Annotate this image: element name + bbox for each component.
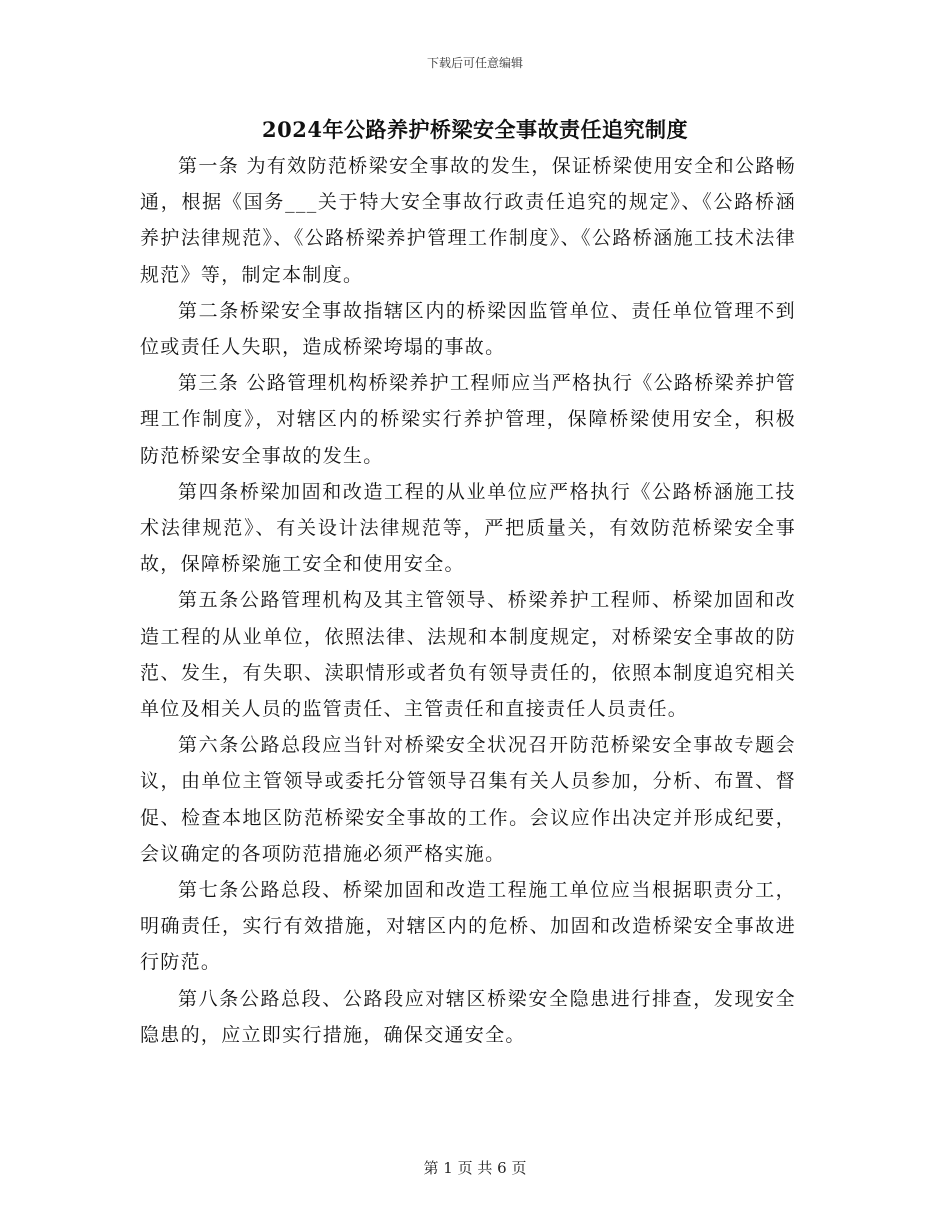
document-title: 2024年公路养护桥梁安全事故责任追究制度 bbox=[262, 117, 688, 142]
paragraph-article-6: 第六条公路总段应当针对桥梁安全状况召开防范桥梁安全事故专题会议，由单位主管领导或委托分管领导召集有关人员参加，分析、布置、督促、检查本地区防范桥梁安全事故的工作。会议应作出决定并形成纪要，会议确定的各项防范措施必须严格实施。 bbox=[140, 734, 796, 865]
paragraph-article-2: 第二条桥梁安全事故指辖区内的桥梁因监管单位、责任单位管理不到位或责任人失职，造成桥梁垮塌的事故。 bbox=[140, 299, 796, 359]
paragraph-article-7: 第七条公路总段、桥梁加固和改造工程施工单位应当根据职责分工，明确责任，实行有效措施，对辖区内的危桥、加固和改造桥梁安全事故进行防范。 bbox=[140, 879, 796, 974]
header-note: 下载后可任意编辑 bbox=[426, 56, 523, 70]
paragraph-article-4: 第四条桥梁加固和改造工程的从业单位应严格执行《公路桥涵施工技术法律规范》、有关设计法律规范等，严把质量关，有效防范桥梁安全事故，保障桥梁施工安全和使用安全。 bbox=[140, 480, 796, 576]
document-body bbox=[140, 148, 796, 1053]
paragraph-article-5: 第五条公路管理机构及其主管领导、桥梁养护工程师、桥梁加固和改造工程的从业单位，依照法律、法规和本制度规定，对桥梁安全事故的防范、发生，有失职、渎职情形或者负有领导责任的，依照本制度追究相关单位及相关人员的监管责任、主管责任和直接责任人员责任。 bbox=[140, 589, 796, 721]
paragraph-article-8: 第八条公路总段、公路段应对辖区桥梁安全隐患进行排查，发现安全隐患的，应立即实行措施，确保交通安全。 bbox=[140, 987, 796, 1046]
page-footer: 第 1 页 共 6 页 bbox=[423, 1159, 527, 1177]
paragraph-article-1: 第一条 为有效防范桥梁安全事故的发生，保证桥梁使用安全和公路畅通，根据《国务___关于特大安全事故行政责任追究的规定》、《公路桥涵养护法律规范》、《公路桥梁养护管理工作制度》、《公路桥涵施工技术法律规范》等，制定本制度。 bbox=[140, 155, 796, 286]
paragraph-article-3: 第三条 公路管理机构桥梁养护工程师应当严格执行《公路桥梁养护管理工作制度》，对辖区内的桥梁实行养护管理，保障桥梁使用安全，积极防范桥梁安全事故的发生。 bbox=[140, 372, 796, 467]
